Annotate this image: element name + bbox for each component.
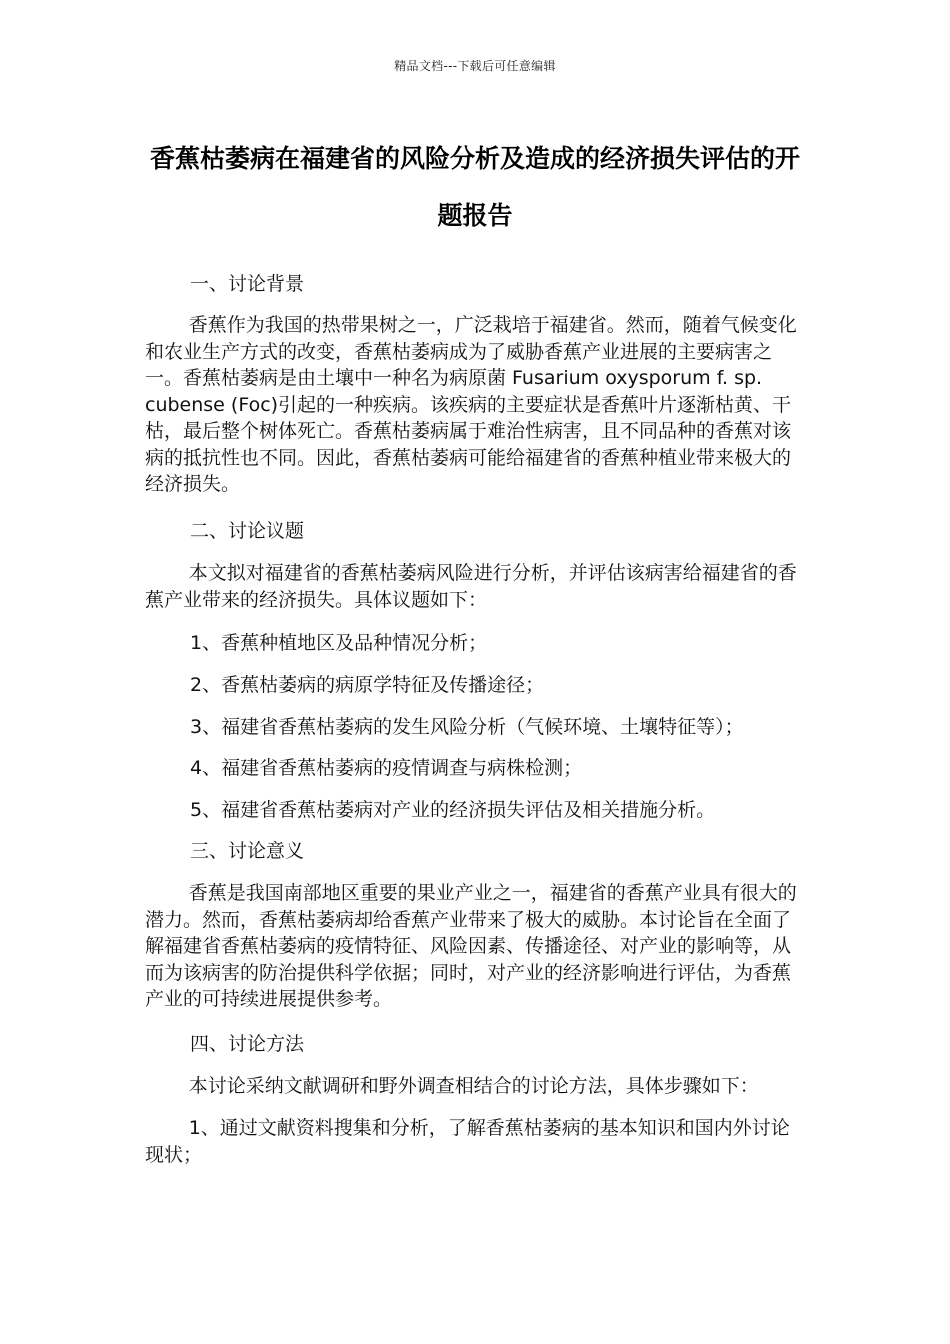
method-step-1: 1、通过文献资料搜集和分析，了解香蕉枯萎病的基本知识和国内外讨论现状；	[145, 1117, 790, 1166]
topic-item-5: 5、福建省香蕉枯萎病对产业的经济损失评估及相关措施分析。	[190, 799, 716, 821]
section-heading-background: 一、讨论背景	[190, 273, 305, 295]
topic-item-3: 3、福建省香蕉枯萎病的发生风险分析（气候环境、土壤特征等）；	[190, 716, 744, 738]
significance-paragraph: 香蕉是我国南部地区重要的果业产业之一，福建省的香蕉产业具有很大的潜力。然而，香蕉枯萎病却给香蕉产业带来了极大的威胁。本讨论旨在全面了解福建省香蕉枯萎病的疫情特征、风险因素、传播途径、对产业的影响等，从而为该病害的防治提供科学依据；同时，对产业的经济影响进行评估，为香蕉产业的可持续进展提供参考。	[145, 882, 797, 1010]
topics-intro-paragraph: 本文拟对福建省的香蕉枯萎病风险进行分析，并评估该病害给福建省的香蕉产业带来的经济损失。具体议题如下：	[145, 562, 797, 611]
background-paragraph: 香蕉作为我国的热带果树之一，广泛栽培于福建省。然而，随着气候变化和农业生产方式的改变，香蕉枯萎病成为了威胁香蕉产业进展的主要病害之一。香蕉枯萎病是由土壤中一种名为病原菌 Fusarium oxysporum f. sp. cubense (Foc)引起的一种疾病。该疾病的主要症状是香蕉叶片逐渐枯黄、干枯，最后整个树体死亡。香蕉枯萎病属于难治性病害，且不同品种的香蕉对该病的抵抗性也不同。因此，香蕉枯萎病可能给福建省的香蕉种植业带来极大的经济损失。	[145, 314, 797, 495]
document-title: 香蕉枯萎病在福建省的风险分析及造成的经济损失评估的开题报告	[149, 144, 800, 230]
section-heading-significance: 三、讨论意义	[190, 840, 305, 862]
methods-intro-paragraph: 本讨论采纳文献调研和野外调查相结合的讨论方法，具体步骤如下：	[188, 1075, 759, 1097]
section-heading-methods: 四、讨论方法	[190, 1033, 305, 1055]
topic-item-2: 2、香蕉枯萎病的病原学特征及传播途径；	[190, 674, 545, 696]
topic-item-1: 1、香蕉种植地区及品种情况分析；	[190, 632, 488, 654]
topic-item-4: 4、福建省香蕉枯萎病的疫情调查与病株检测；	[190, 757, 583, 779]
page-header-note: 精品文档---下载后可任意编辑	[394, 59, 556, 73]
section-heading-topics: 二、讨论议题	[190, 520, 305, 542]
